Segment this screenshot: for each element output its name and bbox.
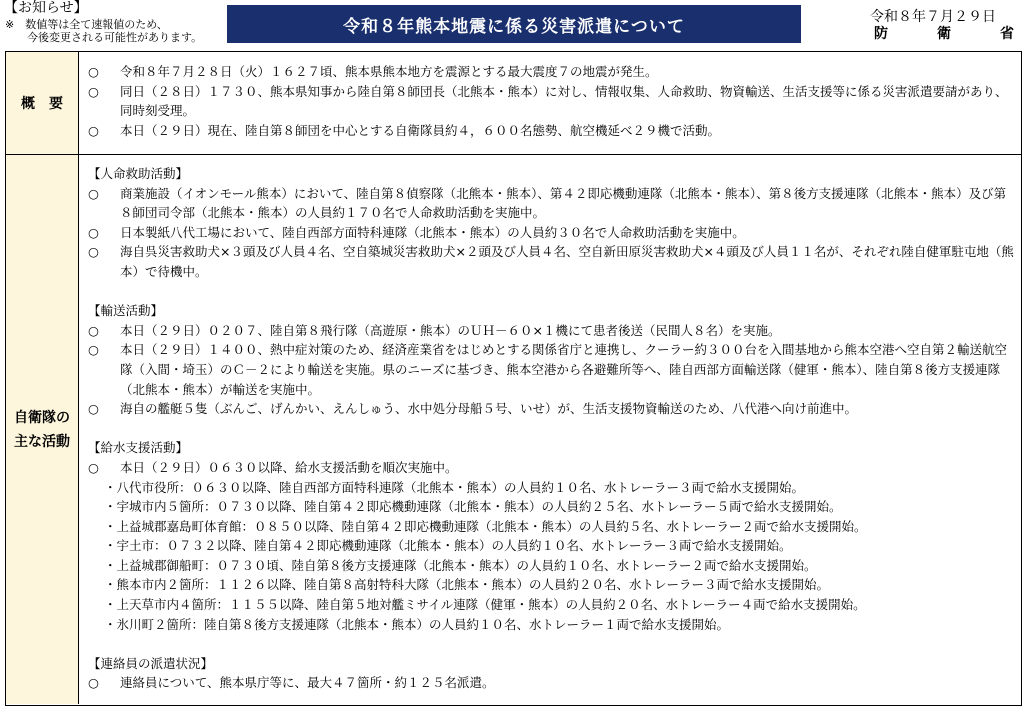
notice-line: 今後変更される可能性があります。 [5, 31, 203, 44]
transport-item [84, 399, 1015, 419]
section-gap [84, 419, 1015, 439]
overview-item [84, 121, 1015, 141]
notice-line: ※ 数値等は全て速報値のため、 [5, 18, 168, 31]
ministry-name [870, 26, 1020, 43]
overview-label [6, 52, 79, 155]
bullet-icon: ○ [88, 83, 99, 99]
rescue-item-text: 日本製紙八代工場において、陸自西部方面特科連隊（北熊本・熊本）の人員約３０名で人命救助活動を実施中。 [120, 224, 745, 240]
water-section-title: 【給水支援活動】 [88, 440, 189, 456]
water-sub-item: ・八代市役所：０６３０以降、陸自西部方面特科連隊（北熊本・熊本）の人員約１０名、水トレーラー３両で給水支援開始。 [104, 479, 805, 495]
bullet-icon: ○ [88, 224, 99, 240]
bullet-icon: ○ [88, 244, 99, 260]
ministry-char: 防 [874, 26, 888, 42]
bullet-icon: ○ [88, 401, 99, 417]
issue-date: 令和８年７月２９日 [870, 9, 996, 25]
transport-item [84, 340, 1015, 399]
overview-item-text: 令和８年７月２８日（火）１６２７頃、熊本県熊本地方を震源とする最大震度７の地震が発生。 [120, 64, 658, 79]
transport-item [84, 321, 1015, 341]
bullet-icon: ○ [88, 64, 99, 79]
liaison-item-text: 連絡員について、熊本県庁等に、最大４７箇所・約１２５名派遣。 [120, 675, 495, 691]
overview-content [84, 62, 1015, 140]
date-block [870, 9, 1020, 43]
water-sub-item: ・宇土市：０７３２以降、陸自第４２即応機動連隊（北熊本・熊本）の人員約１０名、水トレーラー３両で給水支援開始。 [104, 538, 792, 554]
overview-item [84, 82, 1015, 121]
overview-label-text: 概 要 [21, 95, 63, 112]
activities-label-line: 自衛隊の [14, 409, 70, 426]
transport-item-text: 海自の艦艇５隻（ぶんご、げんかい、えんしゅう、水中処分母船５号、いせ）が、生活支援物資輸送のため、八代港へ向け前進中。 [120, 401, 858, 417]
water-sub-item: ・熊本市内２箇所：１１２６以降、陸自第８高射特科大隊（北熊本・熊本）の人員約２０名、水トレーラー３両で給水支援開始。 [104, 577, 830, 593]
activities-content [84, 164, 1015, 693]
notice-text [5, 18, 202, 44]
bullet-icon: ○ [88, 122, 99, 138]
bullet-icon: ○ [88, 342, 99, 358]
bullet-icon: ○ [88, 322, 99, 338]
water-lead [84, 458, 1015, 478]
ministry-char: 省 [1000, 26, 1014, 42]
ministry-char: 衛 [937, 26, 951, 42]
overview-item-text: 同日（２８日）１７３０、熊本県知事から陸自第８師団長（北熊本・熊本）に対し、情報収集、人命救助、物資輸送、生活支援等に係る災害派遣要請があり、同時刻受理。 [120, 83, 1008, 119]
section-gap [84, 282, 1015, 302]
notice-heading: 【お知らせ】 [4, 0, 88, 16]
water-sub-item: ・氷川町２箇所：陸自第８後方支援連隊（北熊本・熊本）の人員約１０名、水トレーラー１両で給水支援開始。 [104, 616, 730, 632]
water-sub-item: ・上益城郡御船町：０７３０頃、陸自第８後方支援連隊（北熊本・熊本）の人員約１０名、水トレーラー２両で給水支援開始。 [104, 557, 817, 573]
water-sub-item: ・上天草市内４箇所：１１５５以降、陸自第５地対艦ミサイル連隊（健軍・熊本）の人員約２０名、水トレーラー４両で給水支援開始。 [104, 597, 866, 613]
page-title: 令和８年熊本地震に係る災害派遣について [227, 5, 801, 43]
bullet-icon: ○ [88, 185, 99, 201]
activities-label-line: 主な活動 [14, 433, 70, 450]
transport-item-text: 本日（２９日）１４００、熱中症対策のため、経済産業省をはじめとする関係省庁と連携し、クーラー約３００台を入間基地から熊本空港へ空自第２輸送航空隊（入間・埼玉）のＣ－２により輸送を実施。県のニーズに基づき、熊本空港から各避難所等へ、陸自西部方面輸送隊（健軍・熊本）、陸自第８後方支援連隊（北熊本・熊本）が輸送を実施中。 [120, 342, 1008, 397]
rescue-item-text: 商業施設（イオンモール熊本）において、陸自第８偵察隊（北熊本・熊本）、第４２即応機動連隊（北熊本・熊本）、第８後方支援連隊（北熊本・熊本）及び第８師団司令部（北熊本・熊本）の人員約１７０名で人命救助活動を実施中。 [120, 185, 1007, 221]
rescue-item [84, 242, 1015, 281]
liaison-item [84, 673, 1015, 693]
overview-item-text: 本日（２９日）現在、陸自第８師団を中心とする自衛隊員約４，６００名態勢、航空機延べ２９機で活動。 [120, 122, 721, 138]
section-gap [84, 634, 1015, 654]
activities-label [6, 155, 79, 704]
overview-item [84, 62, 1015, 82]
bullet-icon: ○ [88, 459, 99, 475]
rescue-item-text: 海自呉災害救助犬×３頭及び人員４名、空自築城災害救助犬×２頭及び人員４名、空自新田原災害救助犬×４頭及び人員１１名が、それぞれ陸自健軍駐屯地（熊本）で待機中。 [120, 244, 1014, 279]
water-sub-item: ・宇城市内５箇所：０７３０以降、陸自第４２即応機動連隊（北熊本・熊本）の人員約２５名、水トレーラー５両で給水支援開始。 [104, 499, 842, 515]
transport-item-text: 本日（２９日）０２０７、陸自第８飛行隊（高遊原・熊本）のＵＨ－６０×１機にて患者後送（民間人８名）を実施。 [120, 322, 781, 338]
rescue-section-title: 【人命救助活動】 [88, 166, 189, 181]
rescue-item [84, 223, 1015, 243]
water-lead-text: 本日（２９日）０６３０以降、給水支援活動を順次実施中。 [120, 459, 458, 475]
water-sub-item: ・上益城郡嘉島町体育館：０８５０以降、陸自第４２即応機動連隊（北熊本・熊本）の人員約５名、水トレーラー２両で給水支援開始。 [104, 518, 867, 534]
bullet-icon: ○ [88, 675, 99, 691]
transport-section-title: 【輸送活動】 [88, 303, 164, 319]
rescue-item [84, 184, 1015, 223]
row-divider [6, 154, 1021, 155]
report-table [5, 51, 1022, 706]
liaison-section-title: 【連絡員の派遣状況】 [88, 655, 214, 671]
